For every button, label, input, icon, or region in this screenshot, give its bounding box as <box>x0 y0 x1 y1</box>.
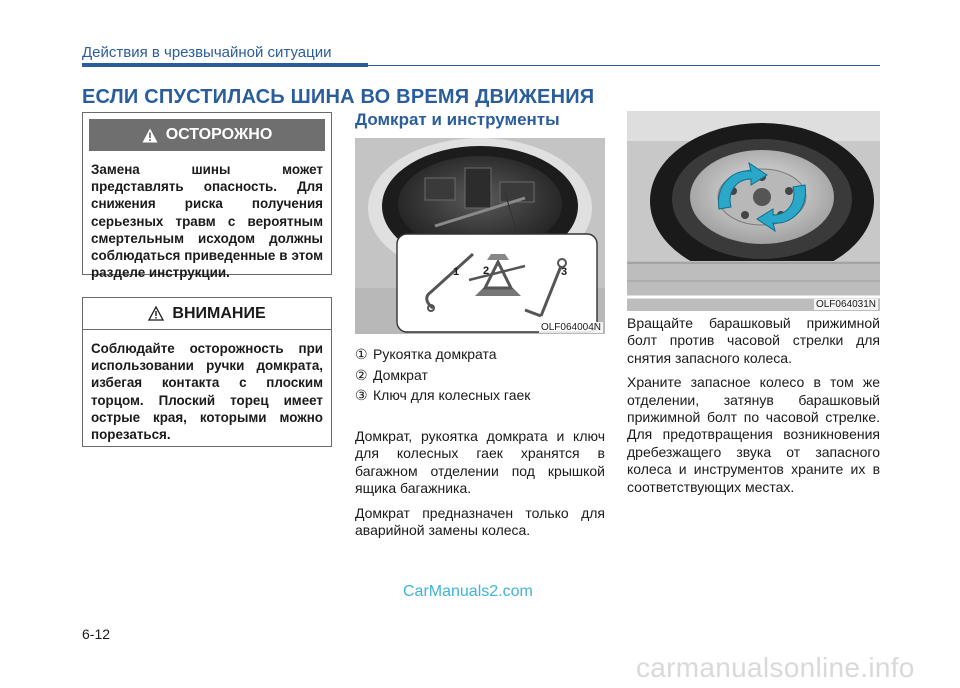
caution-header <box>83 298 331 330</box>
watermark-link[interactable]: CarManuals2.com <box>403 583 533 600</box>
list-item <box>355 344 530 365</box>
warning-text: Замена шины может представлять опасность. Для снижения риска получения серьезных травм с вероятным смертельным исходом должны соблюдаться приведенные в этом разделе инструкции. <box>91 162 323 281</box>
spare-wheel-illustration <box>627 111 880 311</box>
section-header: Действия в чрезвычайной ситуации <box>82 44 332 61</box>
list-item <box>355 385 530 406</box>
paragraph: Домкрат, рукоятка домкрата и ключ для колесных гаек хранятся в багажном отделении под крышкой ящика багажника. <box>355 428 605 497</box>
figure-code: OLF064031N <box>815 299 876 310</box>
page-title: ЕСЛИ СПУСТИЛАСЬ ШИНА ВО ВРЕМЯ ДВИЖЕНИЯ <box>82 86 595 108</box>
component-list <box>355 344 530 406</box>
list-item-number: ③ <box>355 387 368 404</box>
section-title: Домкрат и инструменты <box>355 110 560 129</box>
warning-header <box>89 119 325 151</box>
header-rule-thin <box>368 65 880 66</box>
caution-text: Соблюдайте осторожность при использовании ручки домкрата, избегая контакта с плоским торцом. Плоский торец имеет острые края, которыми можно порезаться. <box>91 341 323 443</box>
list-item-number: ① <box>355 346 368 362</box>
warning-triangle-icon <box>142 128 158 143</box>
paragraph: Вращайте барашковый прижимной болт против часовой стрелки для снятия запасного колеса. <box>627 315 880 366</box>
warning-box <box>82 112 332 281</box>
list-item-label: Домкрат <box>373 366 428 383</box>
callout-2: 2 <box>483 265 490 277</box>
callout-3: 3 <box>561 266 568 278</box>
caution-box <box>82 297 332 447</box>
warning-title: ОСТОРОЖНО <box>165 126 273 143</box>
header-rule-thick <box>82 63 368 67</box>
jack-tools-figure <box>355 138 605 334</box>
figure-code: OLF064004N <box>540 322 601 333</box>
caution-title: ВНИМАНИЕ <box>172 304 266 322</box>
spare-wheel-figure <box>627 111 880 311</box>
trunk-tools-illustration <box>355 138 605 334</box>
list-item-label: Ключ для колесных гаек <box>373 387 531 404</box>
list-item-number: ② <box>355 366 368 383</box>
footer-watermark: carmanualsonline.info <box>636 652 915 683</box>
middle-column-text <box>355 428 605 546</box>
callout-1: 1 <box>453 266 460 278</box>
caution-triangle-icon <box>148 306 164 321</box>
paragraph: Храните запасное колесо в том же отделении, затянув барашковый прижимной болт по часовой стрелке. Для предотвращения возникновения дребезжащего звука от запасного колеса и инструментов храните их в соответствующих местах. <box>627 374 880 495</box>
list-item-label: Рукоятка домкрата <box>373 346 497 362</box>
paragraph: Домкрат предназначен только для аварийной замены колеса. <box>355 504 605 539</box>
right-column-text <box>627 315 880 503</box>
list-item <box>355 365 530 386</box>
page-number: 6-12 <box>82 626 111 642</box>
